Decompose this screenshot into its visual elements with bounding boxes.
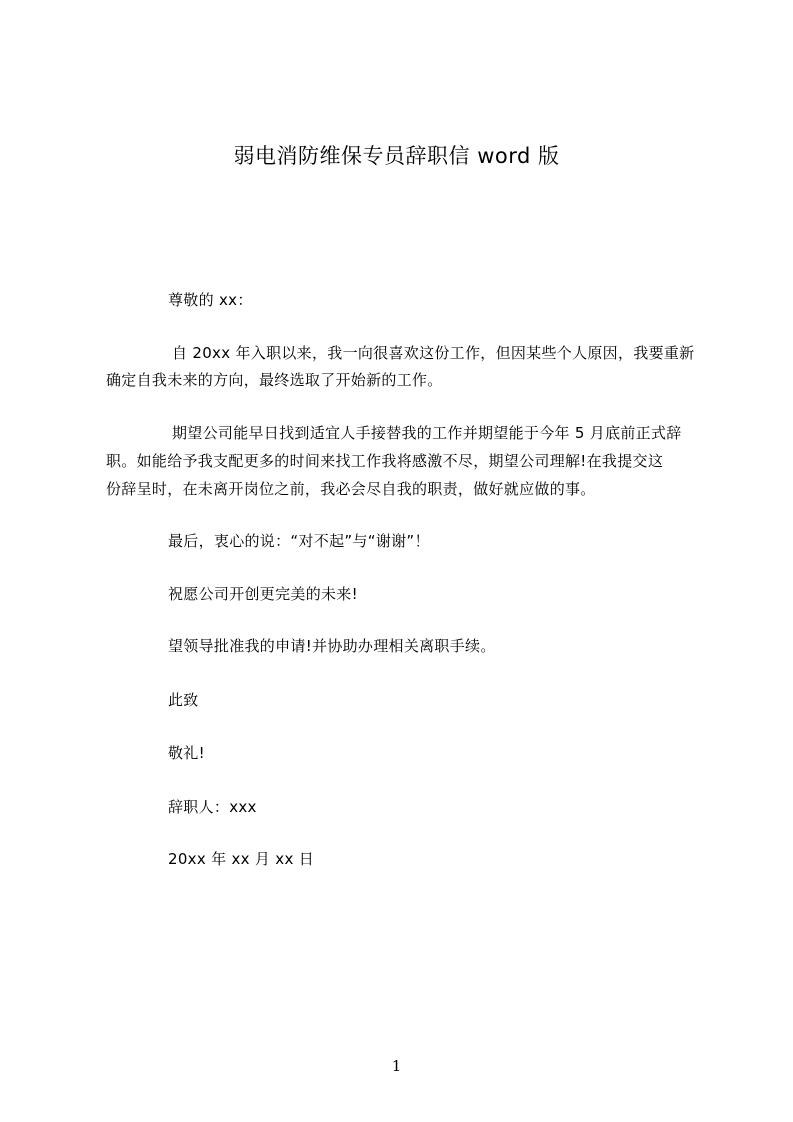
signer-line: 辞职人：xxx [168, 798, 257, 816]
closing-sorry: 最后，衷心的说：“对不起”与“谢谢”！ [168, 532, 430, 550]
page-number: 1 [391, 1057, 402, 1075]
paragraph2-line3: 份辞呈时，在未离开岗位之前，我必会尽自我的职责，做好就应做的事。 [106, 480, 596, 498]
paragraph2-line2: 职。如能给予我支配更多的时间来找工作我将感激不尽，期望公司理解!在我提交这 [106, 452, 664, 470]
wish-line: 祝愿公司开创更完美的未来! [168, 585, 358, 603]
regards-line2: 敬礼! [168, 744, 205, 762]
paragraph1-line1: 自 20xx 年入职以来，我一向很喜欢这份工作，但因某些个人原因，我要重新 [172, 344, 695, 362]
regards-line1: 此致 [168, 691, 199, 709]
paragraph1-line2: 确定自我未来的方向，最终选取了开始新的工作。 [106, 371, 443, 389]
request-line: 望领导批准我的申请!并协助办理相关离职手续。 [168, 637, 496, 655]
document-title: 弱电消防维保专员辞职信 word 版 [233, 144, 560, 168]
date-line: 20xx 年 xx 月 xx 日 [168, 850, 314, 868]
paragraph2-line1: 期望公司能早日找到适宜人手接替我的工作并期望能于今年 5 月底前正式辞 [172, 424, 682, 442]
salutation: 尊敬的 xx： [168, 291, 253, 309]
